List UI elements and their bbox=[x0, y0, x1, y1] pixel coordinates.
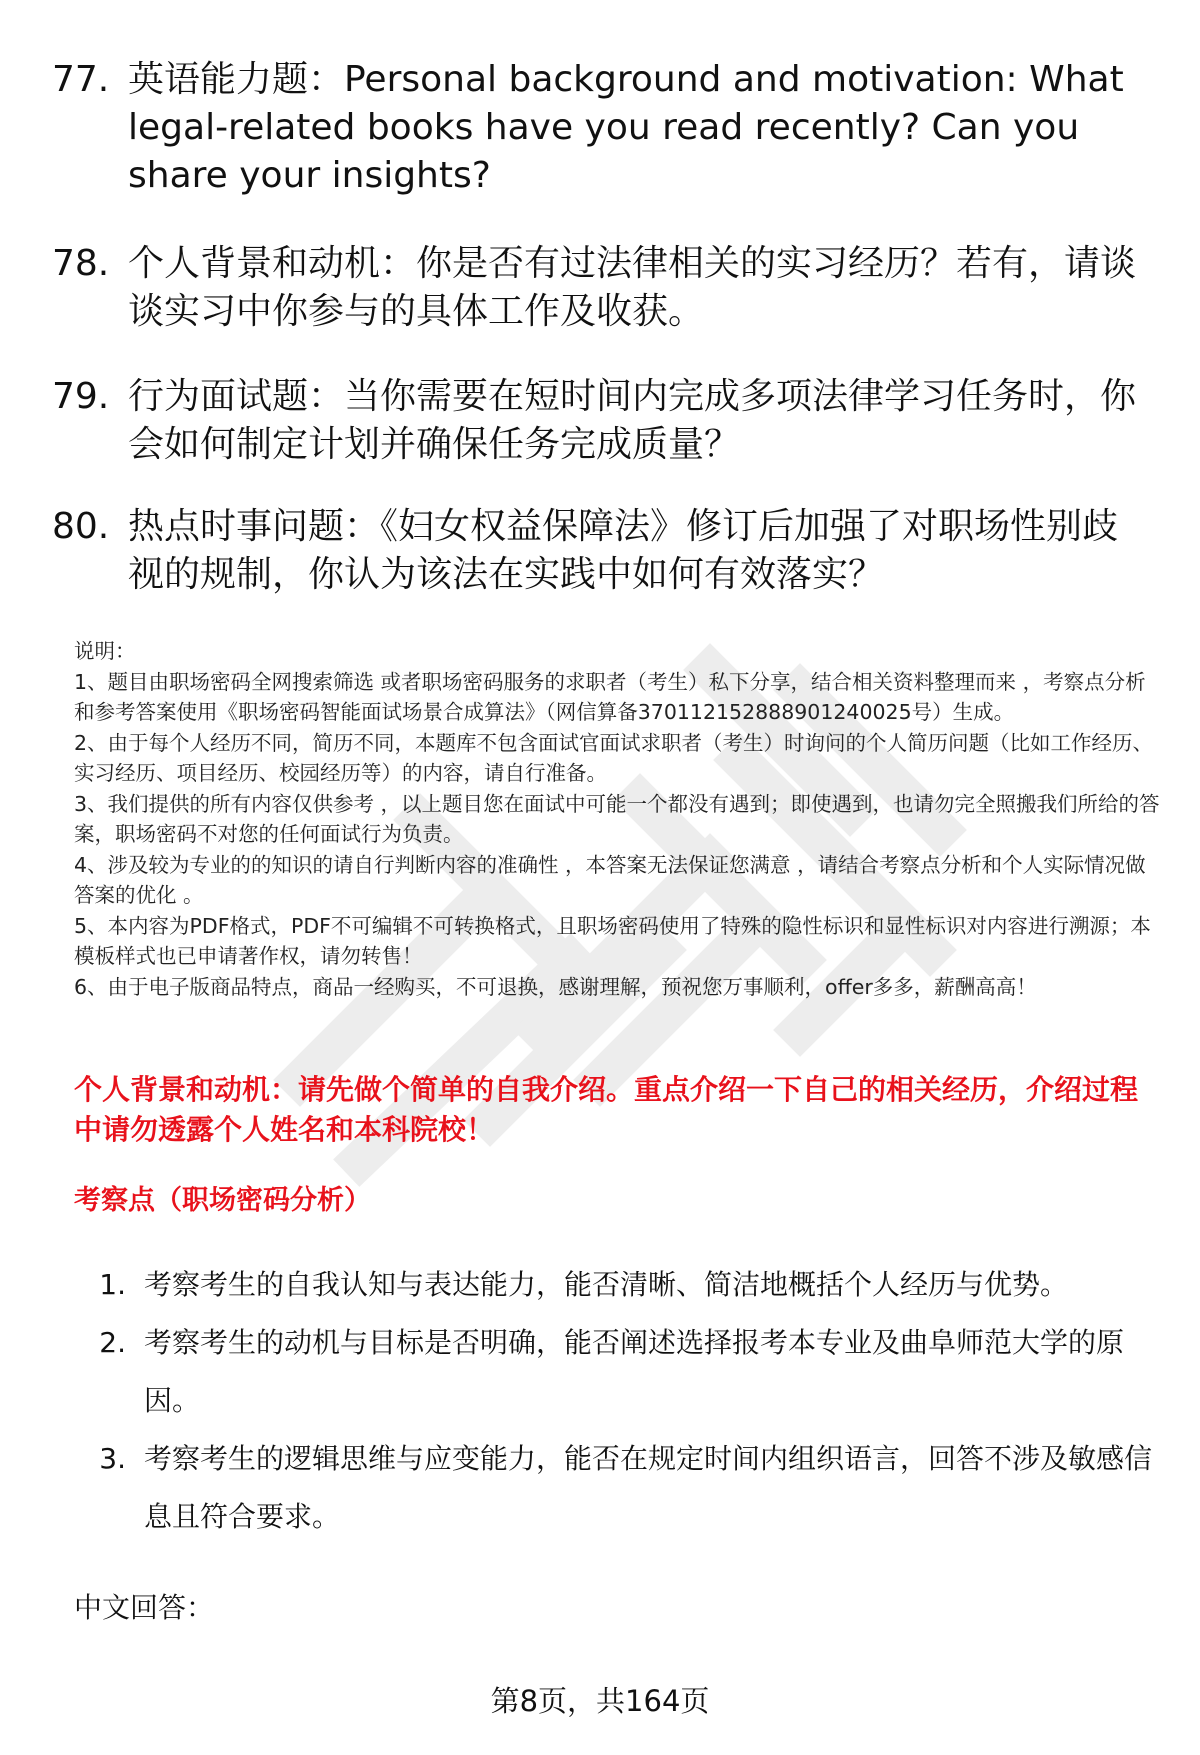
note-item: 5、本内容为PDF格式，PDF不可编辑不可转换格式，且职场密码使用了特殊的隐性标识和显性标识对内容进行溯源；本模板样式也已申请著作权，请勿转售！ bbox=[74, 913, 1151, 968]
question-number: 80. bbox=[52, 506, 110, 547]
analysis-point bbox=[74, 1430, 1164, 1546]
question-text: 英语能力题：Personal background and motivation: What legal-related books have you read recently? Can you share your insights? bbox=[128, 59, 1124, 196]
point-text: 考察考生的动机与目标是否明确，能否阐述选择报考本专业及曲阜师范大学的原因。 bbox=[144, 1326, 1125, 1417]
question-80 bbox=[52, 503, 1152, 599]
note-item: 2、由于每个人经历不同，简历不同，本题库不包含面试官面试求职者（考生）时询问的个人简历问题（比如工作经历、实习经历、项目经历、校园经历等）的内容，请自行准备。 bbox=[74, 730, 1154, 785]
analysis-heading: 考察点（职场密码分析） bbox=[74, 1185, 371, 1216]
point-text: 考察考生的自我认知与表达能力，能否清晰、简洁地概括个人经历与优势。 bbox=[144, 1268, 1069, 1301]
featured-question: 个人背景和动机：请先做个简单的自我介绍。重点介绍一下自己的相关经历，介绍过程中请勿透露个人姓名和本科院校！ bbox=[74, 1073, 1139, 1146]
point-number: 1. bbox=[99, 1268, 126, 1301]
question-number: 77. bbox=[52, 59, 110, 100]
notes-heading: 说明： bbox=[74, 639, 136, 663]
page-number: 第8页，共164页 bbox=[490, 1684, 710, 1718]
answer-label: 中文回答： bbox=[74, 1591, 215, 1624]
question-77 bbox=[52, 56, 1152, 200]
note-item: 1、题目由职场密码全网搜索筛选 或者职场密码服务的求职者（考生）私下分享，结合相关资料整理而来 ，考察点分析和参考答案使用《职场密码智能面试场景合成算法》（网信算备370112152888901240025号）生成。 bbox=[74, 669, 1146, 724]
point-number: 2. bbox=[99, 1326, 126, 1359]
point-number: 3. bbox=[99, 1442, 126, 1475]
analysis-points bbox=[74, 1256, 1164, 1546]
notes-section bbox=[74, 636, 1164, 1002]
question-number: 78. bbox=[52, 243, 110, 284]
question-text: 热点时事问题：《妇女权益保障法》修订后加强了对职场性别歧视的规制，你认为该法在实践中如何有效落实？ bbox=[128, 506, 1119, 595]
note-item: 3、我们提供的所有内容仅供参考 ，以上题目您在面试中可能一个都没有遇到；即使遇到，也请勿完全照搬我们所给的答案，职场密码不对您的任何面试行为负责。 bbox=[74, 791, 1160, 846]
question-text: 行为面试题：当你需要在短时间内完成多项法律学习任务时，你会如何制定计划并确保任务完成质量？ bbox=[128, 376, 1137, 465]
question-number: 79. bbox=[52, 376, 110, 417]
analysis-point bbox=[74, 1314, 1164, 1430]
question-79 bbox=[52, 373, 1152, 469]
note-item: 6、由于电子版商品特点，商品一经购买，不可退换，感谢理解，预祝您万事顺利，offer多多，薪酬高高！ bbox=[74, 974, 1037, 999]
note-item: 4、涉及较为专业的的知识的请自行判断内容的准确性 ，本答案无法保证您满意 ，请结合考察点分析和个人实际情况做答案的优化 。 bbox=[74, 852, 1146, 907]
analysis-point bbox=[74, 1256, 1164, 1314]
question-text: 个人背景和动机：你是否有过法律相关的实习经历？若有，请谈谈实习中你参与的具体工作及收获。 bbox=[128, 243, 1137, 332]
point-text: 考察考生的逻辑思维与应变能力，能否在规定时间内组织语言，回答不涉及敏感信息且符合要求。 bbox=[144, 1442, 1153, 1533]
question-78 bbox=[52, 240, 1152, 336]
